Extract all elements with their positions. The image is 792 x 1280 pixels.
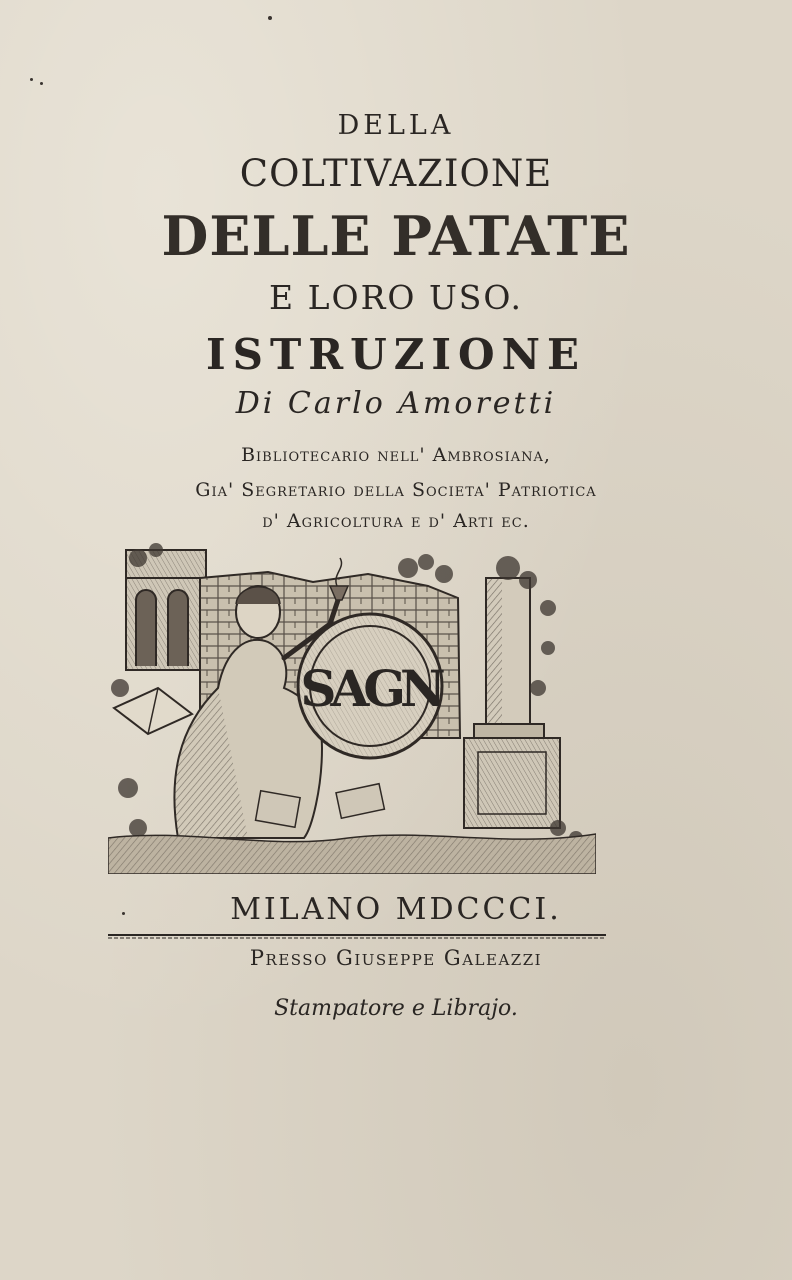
monogram-letters: SAGN xyxy=(300,659,440,718)
ink-speck xyxy=(40,82,43,85)
ground xyxy=(108,834,596,874)
title-line-della: DELLA xyxy=(337,110,455,141)
imprint-place-date: MILANO MDCCCI. xyxy=(230,892,562,927)
title-line-e-loro-uso: E LORO USO. xyxy=(269,278,523,317)
author-role-line-3: d' Agricoltura e d' Arti ec. xyxy=(262,510,530,532)
horizontal-rule xyxy=(108,933,606,939)
printer-line: Presso Giuseppe Galeazzi xyxy=(249,946,543,970)
ink-speck xyxy=(268,16,272,20)
title-line-istruzione: ISTRUZIONE xyxy=(205,330,587,379)
author-role-line-2: Gia' Segretario della Societa' Patriotica xyxy=(195,479,597,501)
printer-role-line: Stampatore e Librajo. xyxy=(274,996,518,1021)
temple-ruin xyxy=(126,550,206,670)
engraved-vignette xyxy=(108,538,596,874)
monogram-medallion xyxy=(298,614,444,758)
title-line-delle-patate: DELLE PATATE xyxy=(161,204,631,268)
author-role-line-1: Bibliotecario nell' Ambrosiana, xyxy=(241,444,551,466)
ink-speck xyxy=(30,78,33,81)
title-line-coltivazione: COLTIVAZIONE xyxy=(239,152,553,195)
author-line: Di Carlo Amoretti xyxy=(235,386,557,421)
